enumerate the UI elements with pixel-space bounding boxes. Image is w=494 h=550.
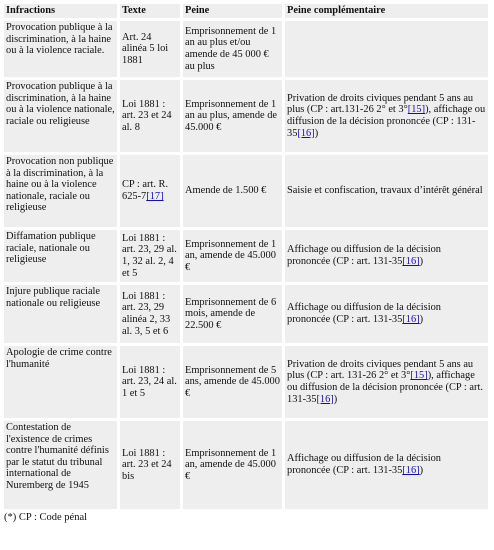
complementaire-text: )	[419, 465, 424, 476]
header-peine: Peine	[183, 4, 282, 18]
table-row	[4, 285, 488, 343]
cell-infraction: Contestation de l'existence de crimes contre l'humanité définis par le statut du tribunal international de Nuremberg de 1945	[4, 421, 117, 509]
table-row	[4, 80, 488, 152]
complementaire-text: Affichage ou diffusion de la décision prononcée (CP : art. 131-35	[287, 302, 441, 325]
cell-peine-complementaire	[285, 155, 488, 227]
cell-peine-complementaire	[285, 21, 488, 77]
complementaire-text: )	[419, 314, 424, 325]
cell-texte	[120, 346, 180, 418]
texte-value: Loi 1881 : art. 23, 24 al. 1 et 5	[122, 364, 177, 399]
texte-value: Art. 24 alinéa 5 loi 1881	[122, 31, 169, 66]
table-row	[4, 346, 488, 418]
cell-peine-complementaire	[285, 230, 488, 282]
cell-peine: Emprisonnement de 1 an, amende de 45.000 €	[183, 230, 282, 282]
footnote-ref-link[interactable]: [15]	[410, 370, 428, 382]
texte-value: Loi 1881 : art. 23 et 24 bis	[122, 447, 172, 482]
table-body	[4, 21, 488, 509]
cell-texte	[120, 155, 180, 227]
cell-texte	[120, 285, 180, 343]
texte-value: Loi 1881 : art. 23 et 24 al. 8	[122, 98, 172, 133]
header-texte: Texte	[120, 4, 180, 18]
table-header-row	[4, 4, 488, 18]
cell-peine-complementaire	[285, 285, 488, 343]
cell-peine-complementaire	[285, 421, 488, 509]
complementaire-text: Privation de droits civiques pendant 5 ans au plus (CP : art. 131-26 2° et 3°	[287, 358, 474, 382]
cell-peine-complementaire	[285, 80, 488, 152]
cell-peine: Emprisonnement de 6 mois, amende de 22.500 €	[183, 285, 282, 343]
cell-infraction: Injure publique raciale nationale ou religieuse	[4, 285, 117, 343]
cell-peine-complementaire	[285, 346, 488, 418]
footnote-ref-link[interactable]: [16]	[402, 314, 420, 325]
texte-value: Loi 1881 : art. 23, 29 al. 1, 32 al. 2, 4 et 5	[122, 232, 177, 279]
penalties-table-container	[1, 1, 491, 525]
cell-texte	[120, 421, 180, 509]
complementaire-text: )	[419, 256, 424, 267]
cell-infraction: Diffamation publique raciale, nationale ou religieuse	[4, 230, 117, 282]
cell-texte	[120, 230, 180, 282]
cell-infraction: Provocation publique à la discrimination, à la haine ou à la violence raciale.	[4, 21, 117, 77]
complementaire-text: Privation de droits civiques pendant 5 ans au plus (CP : art.131-26 2° et 3°	[287, 92, 474, 116]
cell-peine: Amende de 1.500 €	[183, 155, 282, 227]
cell-infraction: Provocation publique à la discrimination, à la haine ou à la violence nationale, raciale ou religieuse	[4, 80, 117, 152]
footnote-ref-link[interactable]: [16]	[297, 127, 315, 139]
footnote-ref-link[interactable]: [16]	[402, 465, 420, 476]
texte-value: Loi 1881 : art. 23, 29 alinéa 2, 33 al. 3, 5 et 6	[122, 290, 171, 337]
penalties-table	[1, 1, 491, 512]
complementaire-text: )	[314, 127, 319, 139]
texte-value: CP : art. R. 625-7	[122, 179, 169, 202]
complementaire-text: )	[333, 393, 338, 405]
table-row	[4, 421, 488, 509]
footnote-ref-link[interactable]: [16]	[316, 393, 334, 405]
complementaire-text: ), affichage ou diffusion de la décision prononcée (CP : art. 131-35	[287, 370, 483, 405]
complementaire-text: Saisie et confiscation, travaux d’intérêt général	[287, 185, 483, 197]
complementaire-text: ), affichage ou diffusion de la décision prononcée (CP : 131-35	[287, 104, 486, 139]
footnote-ref-link[interactable]: [17]	[146, 191, 164, 202]
complementaire-text: Affichage ou diffusion de la décision prononcée (CP : art. 131-35	[287, 453, 441, 476]
footnote: (*) CP : Code pénal	[4, 512, 88, 523]
cell-infraction: Provocation non publique à la discrimination, à la haine ou à la violence nationale, raciale ou religieuse	[4, 155, 117, 227]
table-row	[4, 21, 488, 77]
header-infractions: Infractions	[4, 4, 117, 18]
cell-peine: Emprisonnement de 1 an au plus, amende de 45.000 €	[183, 80, 282, 152]
cell-peine: Emprisonnement de 1 an, amende de 45.000 €	[183, 421, 282, 509]
cell-peine: Emprisonnement de 1 an au plus et/ou amende de 45 000 € au plus	[183, 21, 282, 77]
table-row	[4, 230, 488, 282]
header-peine-complementaire: Peine complémentaire	[285, 4, 488, 18]
cell-infraction: Apologie de crime contre l'humanité	[4, 346, 117, 418]
table-row	[4, 155, 488, 227]
footnote-ref-link[interactable]: [16]	[402, 256, 420, 267]
footnote-ref-link[interactable]: [15]	[407, 104, 426, 116]
cell-texte	[120, 21, 180, 77]
cell-texte	[120, 80, 180, 152]
complementaire-text: Affichage ou diffusion de la décision prononcée (CP : art. 131-35	[287, 244, 441, 267]
cell-peine: Emprisonnement de 5 ans, amende de 45.000 €	[183, 346, 282, 418]
